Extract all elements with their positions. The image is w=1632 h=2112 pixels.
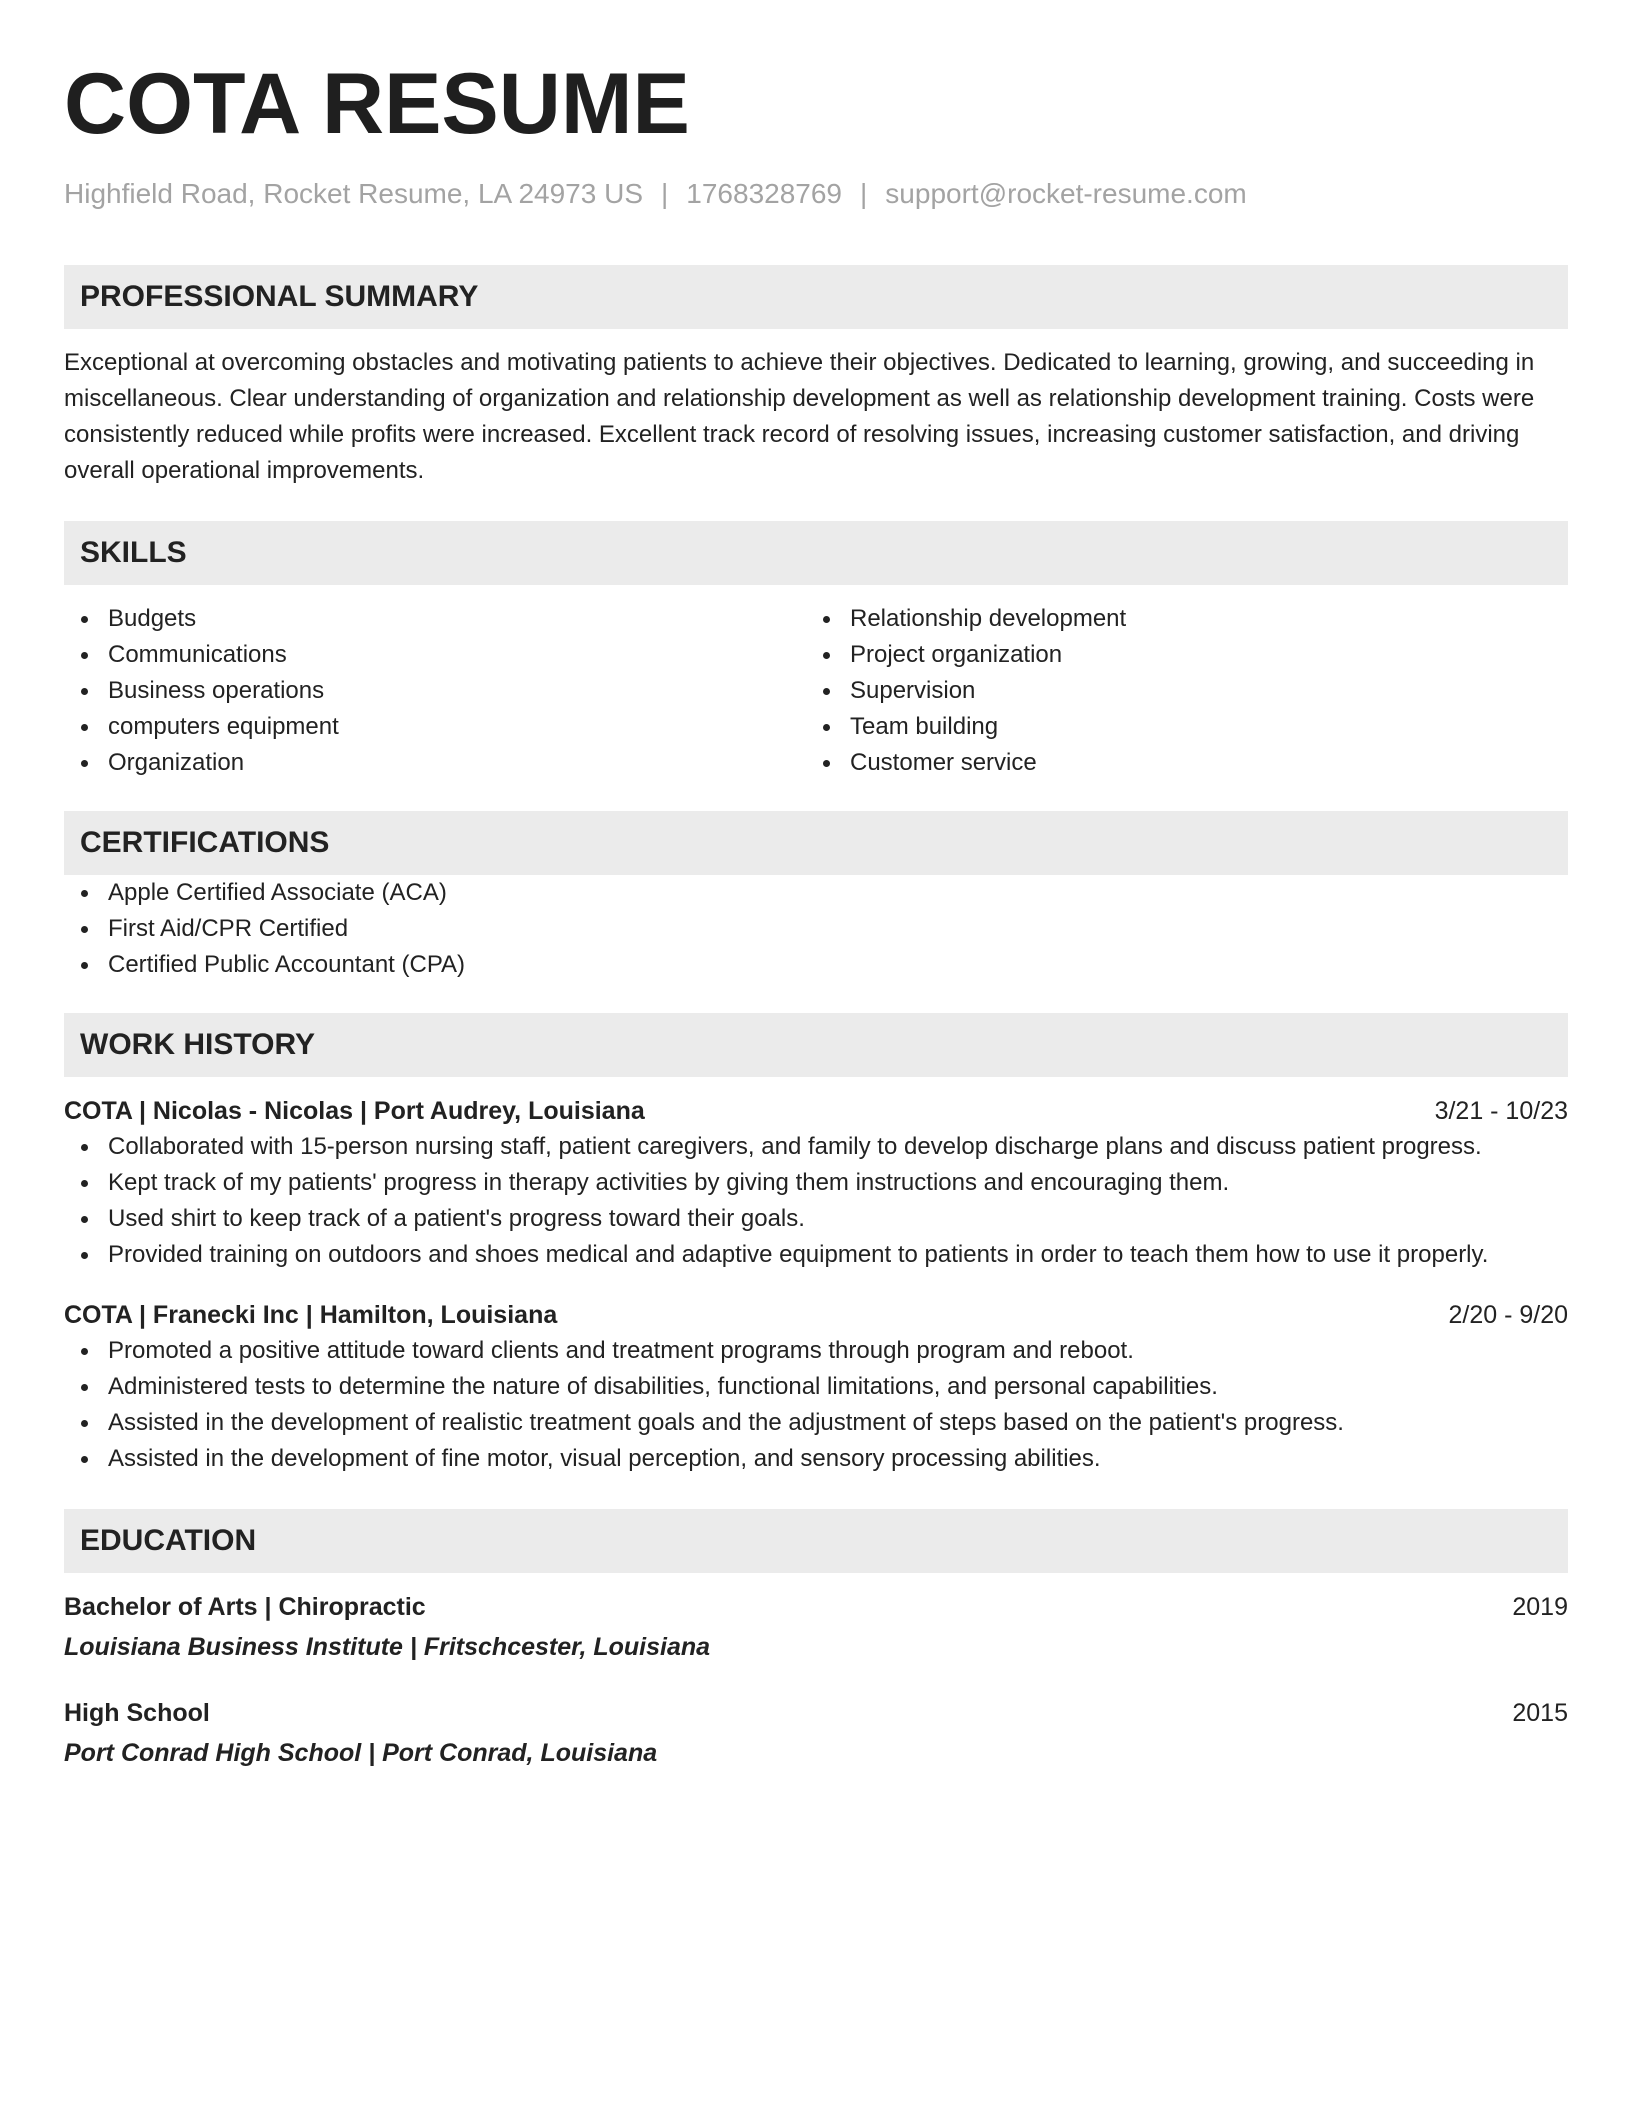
contact-separator: | <box>661 178 669 209</box>
skill-item: Supervision <box>806 673 1548 709</box>
contact-address: Highfield Road, Rocket Resume, LA 24973 US <box>64 178 643 209</box>
skills-list-left <box>64 601 806 781</box>
skill-item: Team building <box>806 709 1548 745</box>
skills-heading: SKILLS <box>64 521 1568 585</box>
work-history-heading: WORK HISTORY <box>64 1013 1568 1077</box>
skill-item: Project organization <box>806 637 1548 673</box>
job-bullet: Administered tests to determine the nature of disabilities, functional limitations, and personal capabilities. <box>64 1369 1568 1405</box>
skill-item: computers equipment <box>64 709 806 745</box>
education-year: 2019 <box>1512 1593 1568 1621</box>
education-year: 2015 <box>1512 1699 1568 1727</box>
certification-item: Apple Certified Associate (ACA) <box>64 875 1568 911</box>
contact-email: support@rocket-resume.com <box>885 178 1247 209</box>
education-degree: Bachelor of Arts | Chiropractic <box>64 1593 426 1621</box>
skills-column-right <box>806 601 1548 781</box>
skill-item: Relationship development <box>806 601 1548 637</box>
job-dates: 2/20 - 9/20 <box>1448 1301 1568 1329</box>
summary-heading: PROFESSIONAL SUMMARY <box>64 265 1568 329</box>
resume-title: COTA RESUME <box>64 56 690 152</box>
certification-item: Certified Public Accountant (CPA) <box>64 947 1568 983</box>
skill-item: Budgets <box>64 601 806 637</box>
skill-item: Customer service <box>806 745 1548 781</box>
job-bullet: Assisted in the development of realistic treatment goals and the adjustment of steps based on the patient's progress. <box>64 1405 1568 1441</box>
education-degree: High School <box>64 1699 210 1727</box>
job-bullet: Provided training on outdoors and shoes medical and adaptive equipment to patients in order to teach them how to use it properly. <box>64 1237 1568 1273</box>
job-dates: 3/21 - 10/23 <box>1434 1097 1568 1125</box>
certification-item: First Aid/CPR Certified <box>64 911 1568 947</box>
job-bullet: Assisted in the development of fine motor, visual perception, and sensory processing abilities. <box>64 1441 1568 1477</box>
job-header <box>64 1297 1568 1333</box>
job-title: COTA | Nicolas - Nicolas | Port Audrey, Louisiana <box>64 1097 645 1125</box>
job-bullets <box>64 1333 1568 1477</box>
job-bullets <box>64 1129 1568 1273</box>
education-school: Port Conrad High School | Port Conrad, Louisiana <box>64 1739 658 1767</box>
job-bullet: Kept track of my patients' progress in therapy activities by giving them instructions and encouraging them. <box>64 1165 1568 1201</box>
education-entry-header <box>64 1589 1568 1625</box>
summary-text: Exceptional at overcoming obstacles and motivating patients to achieve their objectives. Dedicated to learning, growing, and succeeding in miscellaneous. Clear understanding of organization and relationship development as well as relationship development training. Costs were consistently reduced while profits were increased. Excellent track record of resolving issues, increasing customer satisfaction, and driving overall operational improvements. <box>64 349 1535 484</box>
skill-item: Business operations <box>64 673 806 709</box>
job-bullet: Promoted a positive attitude toward clients and treatment programs through program and reboot. <box>64 1333 1568 1369</box>
job-bullet: Collaborated with 15-person nursing staff, patient caregivers, and family to develop discharge plans and discuss patient progress. <box>64 1129 1568 1165</box>
education-entry-header <box>64 1695 1568 1731</box>
skills-column-left <box>64 601 806 781</box>
certifications-heading: CERTIFICATIONS <box>64 811 1568 875</box>
job-header <box>64 1093 1568 1129</box>
certifications-list <box>64 875 1568 983</box>
skill-item: Communications <box>64 637 806 673</box>
education-heading: EDUCATION <box>64 1509 1568 1573</box>
skills-columns <box>64 601 1568 781</box>
contact-phone: 1768328769 <box>686 178 843 209</box>
skills-list-right <box>806 601 1548 781</box>
contact-line <box>64 176 1568 212</box>
skill-item: Organization <box>64 745 806 781</box>
contact-separator: | <box>860 178 868 209</box>
job-bullet: Used shirt to keep track of a patient's progress toward their goals. <box>64 1201 1568 1237</box>
job-title: COTA | Franecki Inc | Hamilton, Louisiana <box>64 1301 558 1329</box>
education-school: Louisiana Business Institute | Fritschcester, Louisiana <box>64 1633 711 1661</box>
